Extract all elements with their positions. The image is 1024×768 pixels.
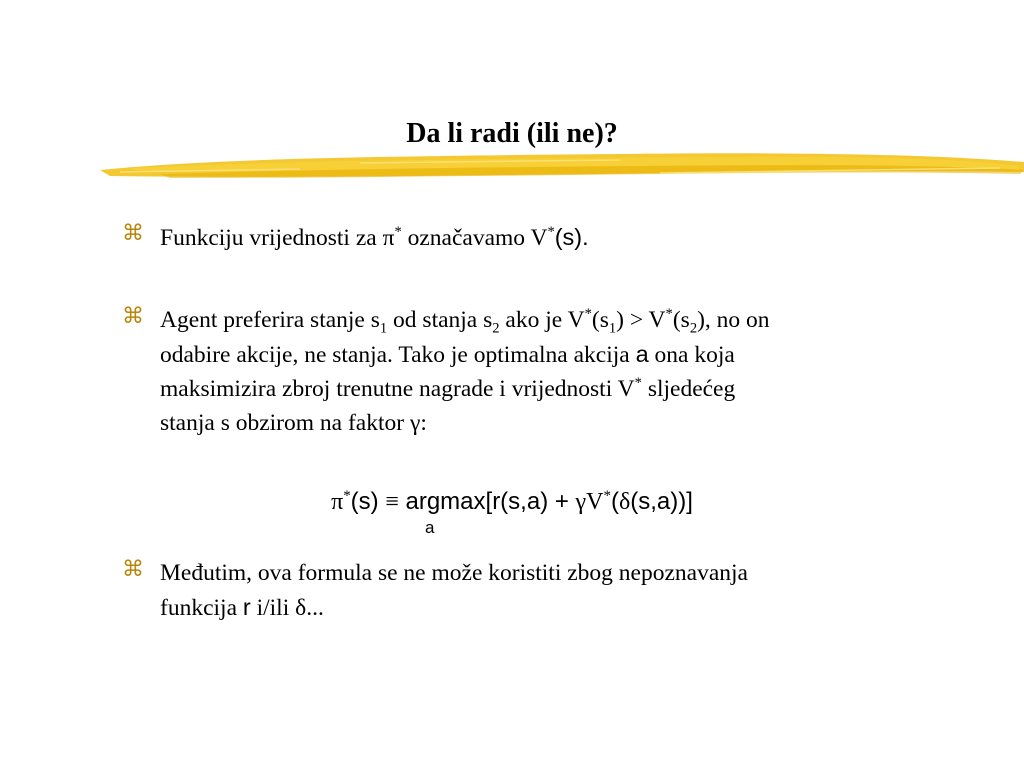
bullet-3-text bbox=[160, 556, 748, 625]
bullet-2-line-2: odabire akcije, ne stanja. Tako je optimalna akcija a ona koja bbox=[160, 341, 735, 368]
bullet-3-line-2: funkcija r i/ili δ... bbox=[160, 594, 324, 621]
bullet-2-line-1: Agent preferira stanje $s_1$ od stanja $s_2$ ako je $V^*(s_1) > V^*(s_2)$, no on bbox=[160, 306, 770, 337]
policy-formula: π*(s) ≡ argmax[r(s,a) + γV*(δ(s,a))] bbox=[331, 488, 693, 515]
bullet-2-line-4: stanja s obzirom na faktor γ: bbox=[160, 410, 427, 436]
bullet-2-text bbox=[160, 303, 770, 440]
bullet-icon: ⌘ bbox=[122, 304, 144, 329]
argmax-subscript: a bbox=[425, 518, 435, 537]
slide-title: Da li radi (ili ne)? bbox=[406, 118, 618, 149]
bullet-icon: ⌘ bbox=[122, 557, 144, 582]
title-highlighter-stroke bbox=[100, 148, 1024, 188]
bullet-icon: ⌘ bbox=[122, 221, 144, 246]
bullet-3-line-1: Međutim, ova formula se ne može koristiti zbog nepoznavanja bbox=[160, 560, 748, 586]
bullet-1-text: Funkciju vrijednosti za π* označavamo V*(s). bbox=[160, 224, 589, 251]
bullet-2-line-3: maksimizira zbroj trenutne nagrade i vrijednosti V* sljedećeg bbox=[160, 375, 736, 402]
